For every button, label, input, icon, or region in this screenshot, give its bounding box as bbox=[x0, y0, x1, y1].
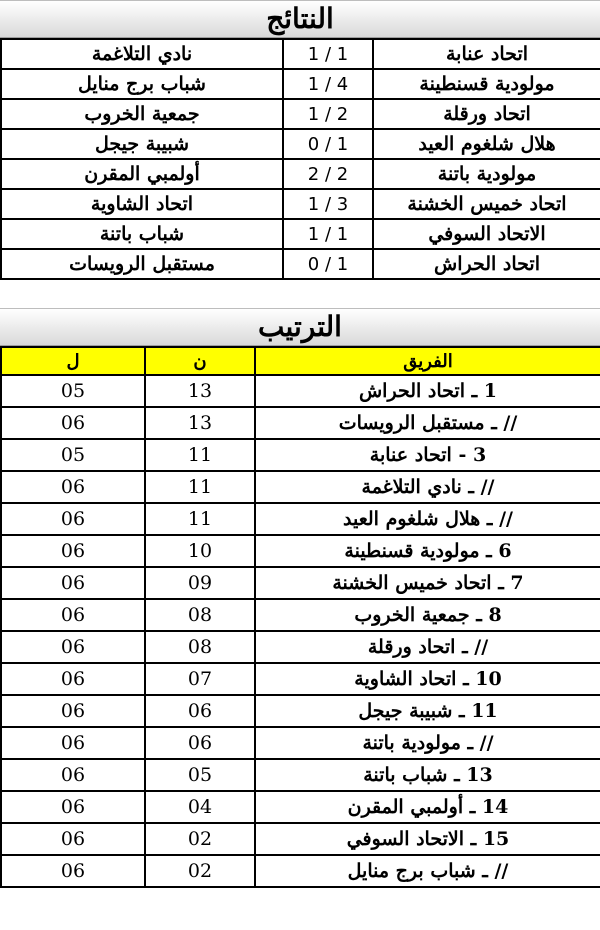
standings-row bbox=[1, 439, 600, 471]
played-cell: 05 bbox=[1, 439, 145, 471]
home-team: اتحاد خميس الخشنة bbox=[373, 189, 600, 219]
points-cell: 10 bbox=[145, 535, 255, 567]
team-cell: // ـ نادي التلاغمة bbox=[255, 471, 600, 503]
team-cell: 11 ـ شبيبة جيجل bbox=[255, 695, 600, 727]
points-cell: 02 bbox=[145, 823, 255, 855]
match-row bbox=[1, 249, 600, 279]
match-score: 0 / 1 bbox=[283, 249, 373, 279]
standings-row bbox=[1, 791, 600, 823]
team-cell: // ـ شباب برج منايل bbox=[255, 855, 600, 887]
standings-row bbox=[1, 503, 600, 535]
standings-header-row bbox=[1, 347, 600, 375]
team-cell: 6 ـ مولودية قسنطينة bbox=[255, 535, 600, 567]
away-team: نادي التلاغمة bbox=[1, 39, 283, 69]
points-cell: 08 bbox=[145, 631, 255, 663]
team-cell: 15 ـ الاتحاد السوفي bbox=[255, 823, 600, 855]
standings-row bbox=[1, 823, 600, 855]
away-team: أولمبي المقرن bbox=[1, 159, 283, 189]
played-cell: 06 bbox=[1, 471, 145, 503]
played-cell: 06 bbox=[1, 407, 145, 439]
standings-table bbox=[0, 346, 600, 888]
team-header: الفريق bbox=[255, 347, 600, 375]
played-cell: 06 bbox=[1, 759, 145, 791]
home-team: هلال شلغوم العيد bbox=[373, 129, 600, 159]
results-title: النتائج bbox=[0, 0, 600, 38]
played-cell: 06 bbox=[1, 663, 145, 695]
played-cell: 06 bbox=[1, 535, 145, 567]
match-score: 0 / 1 bbox=[283, 129, 373, 159]
away-team: جمعية الخروب bbox=[1, 99, 283, 129]
home-team: اتحاد ورقلة bbox=[373, 99, 600, 129]
section-gap bbox=[0, 280, 600, 308]
match-row bbox=[1, 189, 600, 219]
team-cell: 14 ـ أولمبي المقرن bbox=[255, 791, 600, 823]
points-cell: 05 bbox=[145, 759, 255, 791]
match-row bbox=[1, 39, 600, 69]
team-cell: 7 ـ اتحاد خميس الخشنة bbox=[255, 567, 600, 599]
away-team: شباب باتنة bbox=[1, 219, 283, 249]
away-team: شباب برج منايل bbox=[1, 69, 283, 99]
points-cell: 06 bbox=[145, 727, 255, 759]
match-row bbox=[1, 219, 600, 249]
match-row bbox=[1, 99, 600, 129]
points-cell: 13 bbox=[145, 407, 255, 439]
match-score: 1 / 1 bbox=[283, 39, 373, 69]
points-cell: 02 bbox=[145, 855, 255, 887]
team-cell: // ـ مولودية باتنة bbox=[255, 727, 600, 759]
standings-row bbox=[1, 567, 600, 599]
standings-row bbox=[1, 855, 600, 887]
standings-title: الترتيب bbox=[0, 308, 600, 346]
team-cell: // ـ هلال شلغوم العيد bbox=[255, 503, 600, 535]
team-cell: 10 ـ اتحاد الشاوية bbox=[255, 663, 600, 695]
points-cell: 06 bbox=[145, 695, 255, 727]
home-team: الاتحاد السوفي bbox=[373, 219, 600, 249]
match-score: 1 / 1 bbox=[283, 219, 373, 249]
points-cell: 04 bbox=[145, 791, 255, 823]
played-header: ل bbox=[1, 347, 145, 375]
standings-row bbox=[1, 631, 600, 663]
team-cell: 13 ـ شباب باتنة bbox=[255, 759, 600, 791]
points-cell: 08 bbox=[145, 599, 255, 631]
played-cell: 06 bbox=[1, 631, 145, 663]
match-score: 1 / 4 bbox=[283, 69, 373, 99]
standings-row bbox=[1, 759, 600, 791]
played-cell: 06 bbox=[1, 695, 145, 727]
team-cell: 1 ـ اتحاد الحراش bbox=[255, 375, 600, 407]
played-cell: 06 bbox=[1, 567, 145, 599]
team-cell: 3 - اتحاد عنابة bbox=[255, 439, 600, 471]
played-cell: 06 bbox=[1, 823, 145, 855]
standings-row bbox=[1, 727, 600, 759]
home-team: اتحاد الحراش bbox=[373, 249, 600, 279]
team-cell: 8 ـ جمعية الخروب bbox=[255, 599, 600, 631]
match-row bbox=[1, 69, 600, 99]
away-team: شبيبة جيجل bbox=[1, 129, 283, 159]
away-team: مستقبل الرويسات bbox=[1, 249, 283, 279]
played-cell: 05 bbox=[1, 375, 145, 407]
points-header: ن bbox=[145, 347, 255, 375]
played-cell: 06 bbox=[1, 791, 145, 823]
match-score: 1 / 3 bbox=[283, 189, 373, 219]
points-cell: 09 bbox=[145, 567, 255, 599]
played-cell: 06 bbox=[1, 855, 145, 887]
team-cell: // ـ اتحاد ورقلة bbox=[255, 631, 600, 663]
match-row bbox=[1, 129, 600, 159]
points-cell: 11 bbox=[145, 471, 255, 503]
standings-row bbox=[1, 375, 600, 407]
match-score: 1 / 2 bbox=[283, 99, 373, 129]
standings-row bbox=[1, 535, 600, 567]
results-table bbox=[0, 38, 600, 280]
home-team: اتحاد عنابة bbox=[373, 39, 600, 69]
standings-row bbox=[1, 663, 600, 695]
points-cell: 07 bbox=[145, 663, 255, 695]
played-cell: 06 bbox=[1, 503, 145, 535]
points-cell: 13 bbox=[145, 375, 255, 407]
points-cell: 11 bbox=[145, 503, 255, 535]
home-team: مولودية قسنطينة bbox=[373, 69, 600, 99]
played-cell: 06 bbox=[1, 599, 145, 631]
match-score: 2 / 2 bbox=[283, 159, 373, 189]
standings-row bbox=[1, 407, 600, 439]
match-row bbox=[1, 159, 600, 189]
standings-row bbox=[1, 471, 600, 503]
standings-row bbox=[1, 695, 600, 727]
standings-row bbox=[1, 599, 600, 631]
played-cell: 06 bbox=[1, 727, 145, 759]
away-team: اتحاد الشاوية bbox=[1, 189, 283, 219]
home-team: مولودية باتنة bbox=[373, 159, 600, 189]
points-cell: 11 bbox=[145, 439, 255, 471]
team-cell: // ـ مستقبل الرويسات bbox=[255, 407, 600, 439]
